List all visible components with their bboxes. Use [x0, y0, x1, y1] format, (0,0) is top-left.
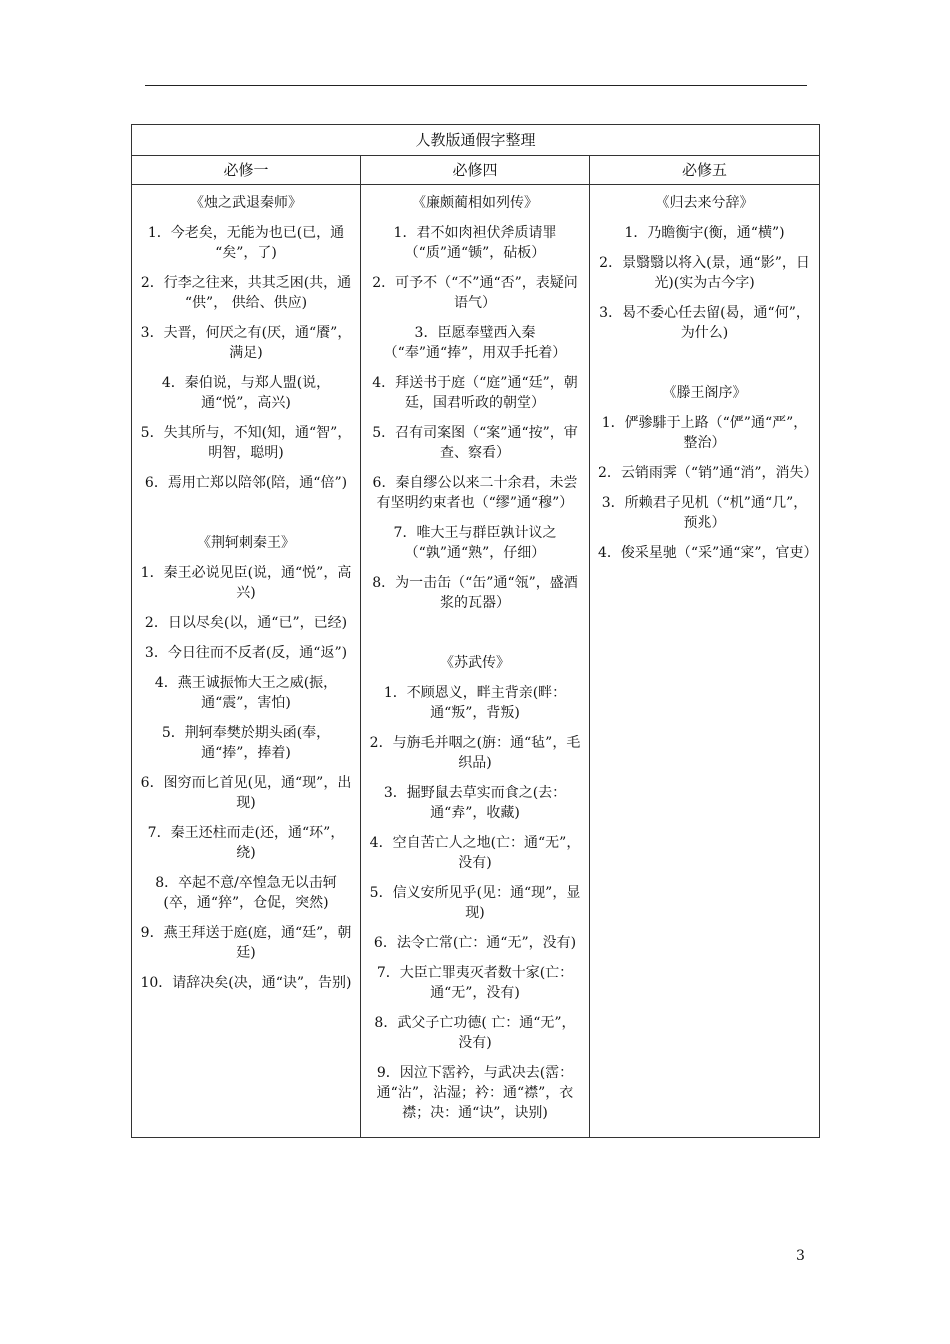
section-title: 《廉颇蔺相如列传》	[412, 195, 538, 211]
list-item: 8．卒起不意/卒惶急无以击轲(卒，通“猝”，仓促，突然)	[155, 875, 337, 911]
list-item: 3．曷不委心任去留(曷，通“何”，为什么)	[599, 305, 810, 341]
list-item: 4．俊采星驰（“采”通“寀”，官吏）	[598, 545, 818, 561]
list-item: 3．掘野鼠去草实而食之(去：通“弆”，收藏)	[383, 785, 567, 821]
list-item: 2．与旃毛并咽之(旃：通“毡”，毛织品)	[369, 735, 581, 771]
list-item: 1．乃瞻衡宇(衡，通“横”)	[624, 225, 785, 241]
list-item: 3．所赖君子见机（“机”通“几”，预兆）	[601, 495, 808, 531]
list-item: 8．武父子亡功德( 亡：通“无”，没有)	[374, 1015, 576, 1051]
tongjiazi-table	[131, 124, 820, 1138]
column-header-row	[132, 156, 820, 185]
column-header-bixiu5: 必修五	[590, 156, 820, 185]
list-item: 9．燕王拜送于庭(庭，通“廷”，朝廷)	[140, 925, 352, 961]
list-item: 2．景翳翳以将入(景，通“影”，日光)(实为古今字)	[599, 255, 810, 291]
list-item: 1．秦王必说见臣(说，通“悦”，高兴)	[140, 565, 352, 601]
column-header-bixiu4: 必修四	[361, 156, 590, 185]
column-header-bixiu1: 必修一	[132, 156, 361, 185]
section-title: 《烛之武退秦师》	[190, 195, 302, 211]
list-item: 3．今日往而不反者(反，通“返”)	[144, 645, 348, 661]
section-gap	[369, 623, 581, 653]
list-item: 4．燕王诚振怖大王之威(振，通“震”，害怕)	[154, 675, 338, 711]
list-item: 3．臣愿奉璧西入秦（“奉”通“捧”，用双手托着）	[383, 325, 567, 361]
section-title: 《归去来兮辞》	[655, 195, 754, 211]
list-item: 4．秦伯说，与郑人盟(说，通“悦”，高兴)	[161, 375, 331, 411]
list-item: 2．云销雨霁（“销”通“消”，消失）	[598, 465, 818, 481]
list-item: 1．不顾恩义，畔主背亲(畔：通“叛”，背叛)	[383, 685, 567, 721]
list-item: 3．夫晋，何厌之有(厌，通“餍”，满足)	[140, 325, 352, 361]
column-bixiu1	[132, 185, 361, 1138]
list-item: 2．可予不（“不”通“否”，表疑问语气）	[372, 275, 578, 311]
list-item: 1．俨骖騑于上路（“俨”通“严”，整治）	[601, 415, 808, 451]
list-item: 9．因泣下霑衿，与武决去(霑：通“沾”，沾湿；衿：通“襟”，衣襟；决：通“诀”，诀别)	[376, 1065, 574, 1121]
list-item: 5．荆轲奉樊於期头函(奉，通“捧”，捧着)	[161, 725, 331, 761]
list-item: 6．焉用亡郑以陪邻(陪，通“倍”)	[144, 475, 348, 491]
list-item: 7．大臣亡罪夷灭者数十家(亡：通“无”，没有)	[376, 965, 574, 1001]
list-item: 6．图穷而匕首见(见，通“现”，出现)	[140, 775, 352, 811]
section-gap	[140, 503, 352, 533]
list-item: 5．召有司案图（“案”通“按”，审查、察看）	[372, 425, 578, 461]
header-rule	[145, 85, 807, 86]
list-item: 4．空自苦亡人之地(亡：通“无”，没有)	[369, 835, 581, 871]
column-bixiu4	[361, 185, 590, 1138]
list-item: 5．信义安所见乎(见：通“现”，显现)	[369, 885, 581, 921]
list-item: 7．唯大王与群臣孰计议之（“孰”通“熟”，仔细）	[393, 525, 557, 561]
page-number: 3	[796, 1248, 805, 1264]
section-title: 《滕王阁序》	[662, 385, 747, 401]
list-item: 2．行李之往来，共其乏困(共，通 “供”， 供给、供应)	[140, 275, 352, 311]
content-row	[132, 185, 820, 1138]
column-bixiu5	[590, 185, 820, 1138]
list-item: 5．失其所与，不知(知，通“智”，明智，聪明)	[140, 425, 352, 461]
list-item: 4．拜送书于庭（“庭”通“廷”，朝廷，国君听政的朝堂）	[372, 375, 578, 411]
list-item: 1．君不如肉袒伏斧质请罪（“质”通“锧”，砧板）	[393, 225, 557, 261]
list-item: 6．法令亡常(亡：通“无”，没有)	[373, 935, 577, 951]
list-item: 8．为一击缶（“缶”通“瓴”，盛酒浆的瓦器）	[372, 575, 578, 611]
section-title: 《荆轲刺秦王》	[197, 535, 295, 551]
section-title: 《苏武传》	[440, 655, 510, 671]
table-title: 人教版通假字整理	[132, 125, 820, 156]
list-item: 2．日以尽矣(以，通“已”，已经)	[144, 615, 348, 631]
table-title-row	[132, 125, 820, 156]
list-item: 10．请辞决矣(决，通“诀”，告别)	[140, 975, 352, 991]
list-item: 7．秦王还柱而走(还，通“环”，绕)	[147, 825, 345, 861]
list-item: 6．秦自缪公以来二十余君，未尝有坚明约束者也（“缪”通“穆”）	[372, 475, 578, 511]
list-item: 1．今老矣，无能为也已(已，通 “矣”，了)	[147, 225, 345, 261]
section-gap	[598, 353, 811, 383]
